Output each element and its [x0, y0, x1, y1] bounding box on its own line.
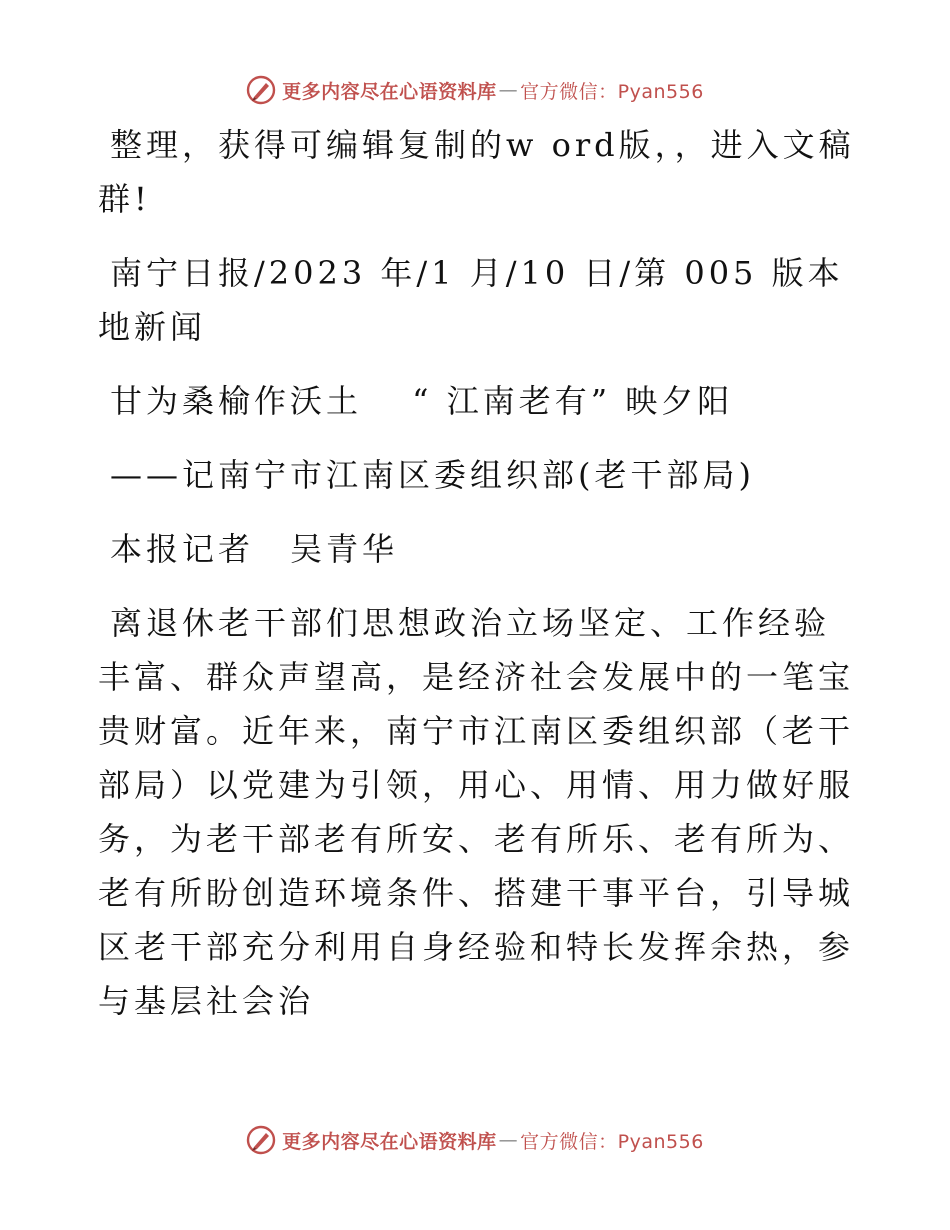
watermark-wechat-text: 官方微信：Pyan556	[520, 1130, 704, 1153]
article-body-paragraph: 离退休老干部们思想政治立场坚定、工作经验丰富、群众声望高，是经济社会发展中的一笔宝贵财富。近年来，南宁市江南区委组织部（老干部局）以党建为引领，用心、用情、用力做好服务，为老干部老有所安、老有所乐、老有所为、老有所盼创造环境条件、搭建干事平台，引导城区老干部充分利用自身经验和特长发挥余热，参与基层社会治	[98, 604, 855, 1020]
header-watermark	[0, 68, 950, 112]
footer-watermark	[0, 1118, 950, 1162]
reporter-byline: 本报记者 吴青华	[110, 530, 399, 568]
quill-pen-logo-icon	[246, 1125, 276, 1155]
source-line: 南宁日报/2023 年/1 月/10 日/第 005 版本地新闻	[98, 254, 844, 346]
intro-note: 整理，获得可编辑复制的w ord版，，进入文稿群!	[98, 126, 855, 218]
document-body	[98, 118, 858, 1028]
watermark-main-text: 更多内容尽在心语资料库	[282, 1130, 497, 1153]
watermark-dash: —	[498, 79, 519, 101]
watermark-wechat-text: 官方微信：Pyan556	[520, 80, 704, 103]
watermark-dash: —	[498, 1129, 519, 1151]
article-subtitle: ——记南宁市江南区委组织部(老干部局)	[110, 456, 755, 494]
quill-pen-logo-icon	[246, 75, 276, 105]
watermark-main-text: 更多内容尽在心语资料库	[282, 80, 497, 103]
article-title: 甘为桑榆作沃土 “ 江南老有” 映夕阳	[110, 382, 734, 420]
